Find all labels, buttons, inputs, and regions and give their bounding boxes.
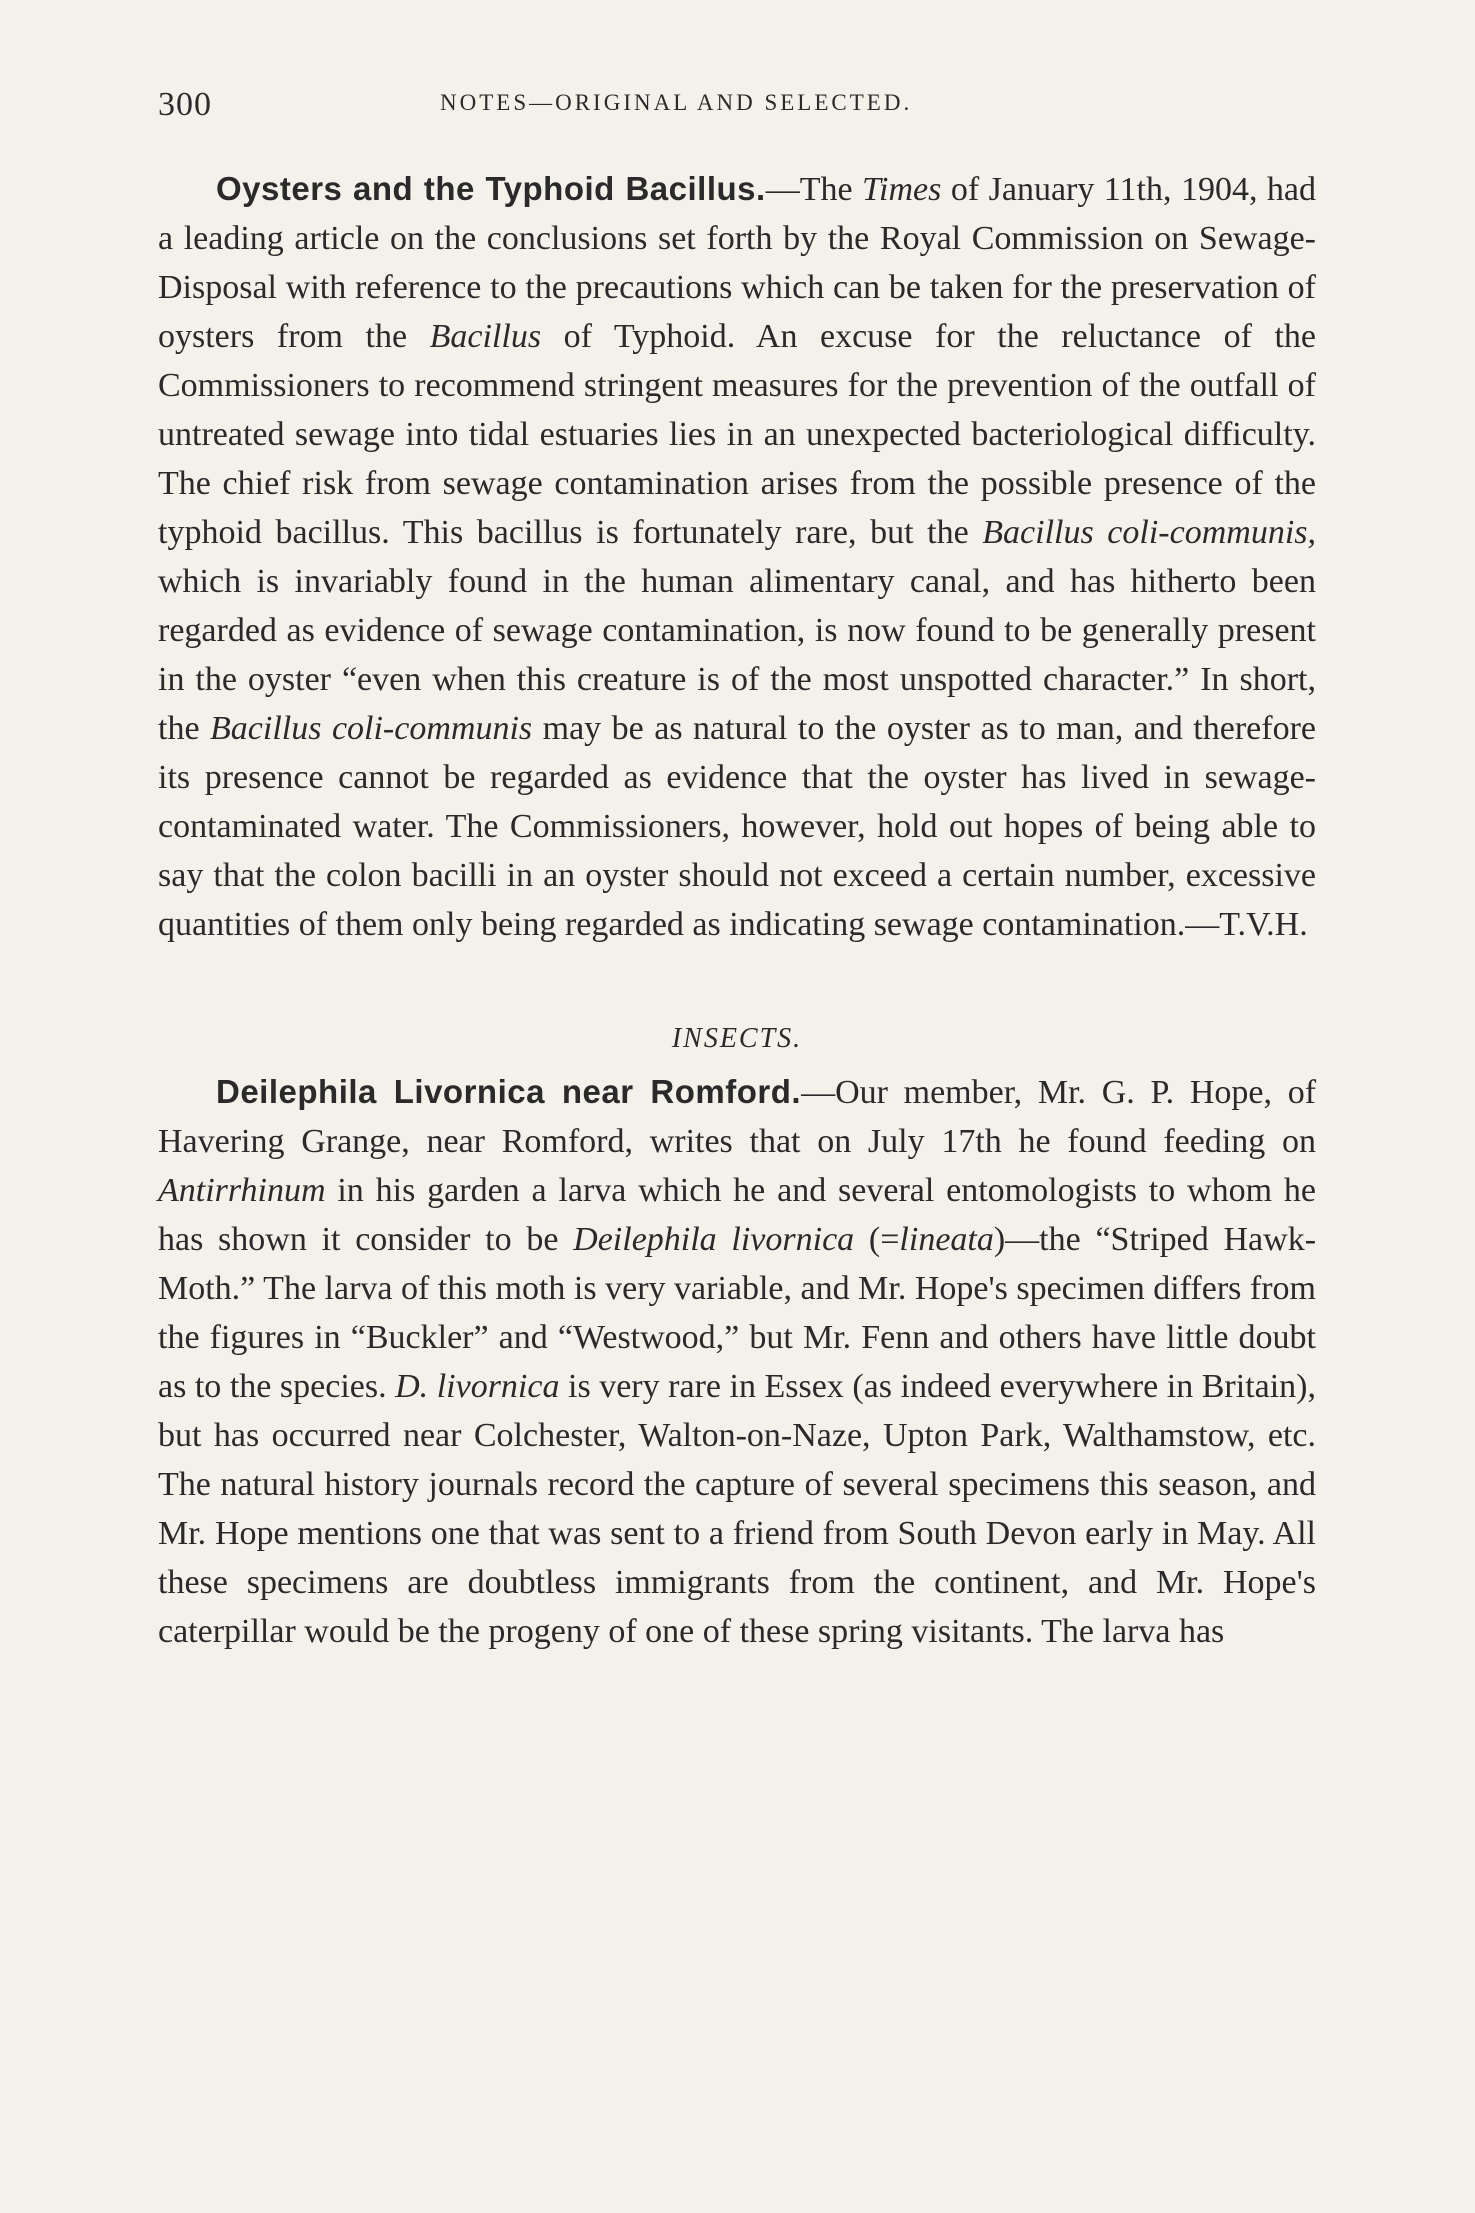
article-text: of January 11th, 1904, had a leading article on the conclusions set forth by the Royal Commission on Sewage-Disposal with reference to the precautions which can be taken for the preservation of oysters from the — [158, 171, 1317, 355]
italic-text: D. livornica — [395, 1368, 560, 1405]
article-text: may be as natural to the oyster as to man, and therefore its presence cannot be regarded as evidence that the oyster has lived in sewage-contaminated water. The Commissioners, however, hold out hopes of being able to say that the colon bacilli in an oyster should not exceed a certain number, excessive quantities of them only being regarded as indicating sewage contamination.—T.V.H. — [158, 710, 1316, 943]
article-heading: Deilephila Livornica near Romford. — [216, 1073, 802, 1110]
italic-text: Bacillus — [429, 318, 542, 355]
article-oysters-typhoid — [158, 164, 1316, 949]
italic-text: Bacillus coli-communis, — [982, 514, 1316, 551]
italic-text: lineata — [899, 1221, 994, 1258]
running-head — [158, 86, 1318, 126]
article-text: )—the “Striped Hawk-Moth.” The larva of this moth is very variable, and Mr. Hope's specimen differs from the figures in “Buckler” and “Westwood,” but Mr. Fenn and others have little doubt as to the species. — [158, 1221, 1317, 1405]
italic-text: Deilephila livornica — [573, 1221, 855, 1258]
italic-text: Antirrhinum — [158, 1172, 326, 1209]
running-title: NOTES—ORIGINAL AND SELECTED. — [440, 90, 913, 115]
page-number: 300 — [158, 86, 212, 123]
italic-text: Times — [862, 171, 942, 208]
section-heading: INSECTS. — [671, 1023, 803, 1054]
article-text: —Our member, Mr. G. P. Hope, of Havering Grange, near Romford, writes that on July 17th he found feeding on — [158, 1074, 1317, 1160]
article-deilephila — [158, 1067, 1316, 1656]
italic-text: Bacillus coli-communis — [210, 710, 533, 747]
article-heading: Oysters and the Typhoid Bacillus. — [216, 170, 766, 207]
article-text: is very rare in Essex (as indeed everywhere in Britain), but has occurred near Colchester, Walton-on-Naze, Upton Park, Walthamstow, etc. The natural history journals record the capture of several specimens this season, and Mr. Hope mentions one that was sent to a friend from South Devon early in May. All these specimens are doubtless immigrants from the continent, and Mr. Hope's caterpillar would be the progeny of one of these spring visitants. The larva has — [158, 1368, 1316, 1650]
article-text: of Typhoid. An excuse for the reluctance of the Commissioners to recommend stringent measures for the prevention of the outfall of untreated sewage into tidal estuaries lies in an unexpected bacteriological difficulty. The chief risk from sewage contamination arises from the possible presence of the typhoid bacillus. This bacillus is fortunately rare, but the — [158, 318, 1316, 551]
article-text: in his garden a larva which he and several entomologists to whom he has shown it consider to be — [158, 1172, 1316, 1258]
article-text: —The — [765, 171, 863, 208]
body-text — [158, 164, 1316, 1656]
article-text: which is invariably found in the human alimentary canal, and has hitherto been regarded as evidence of sewage contamination, is now found to be generally present in the oyster “even when this creature is of the most unspotted character.” In short, the — [158, 563, 1316, 747]
article-text: (= — [854, 1221, 900, 1258]
